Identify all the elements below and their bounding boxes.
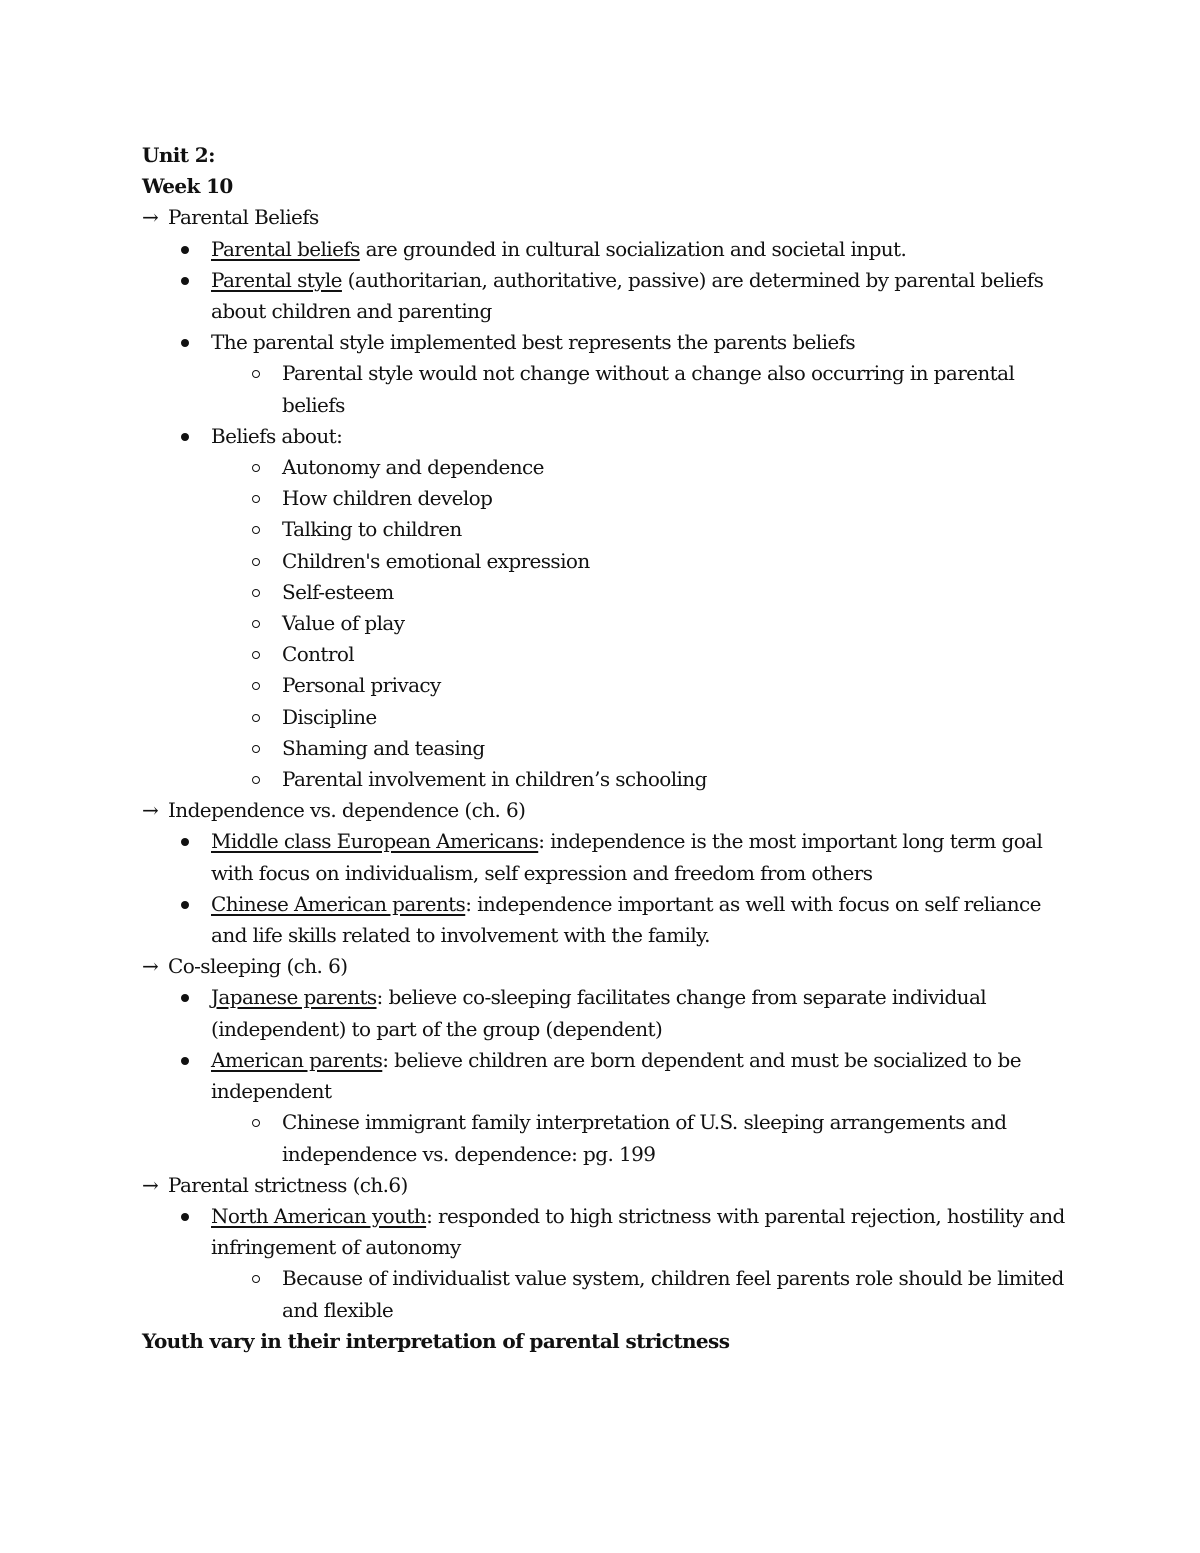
item-text: Children's emotional expression bbox=[282, 548, 590, 573]
list-item bbox=[142, 421, 1082, 452]
term: Parental beliefs bbox=[211, 236, 360, 261]
bullet-dot-icon bbox=[178, 1201, 192, 1232]
list-item bbox=[142, 826, 1082, 888]
sub-list-item bbox=[142, 702, 1082, 733]
list-item bbox=[142, 327, 1082, 358]
section-title: Parental Beliefs bbox=[168, 205, 319, 230]
sub-list-item bbox=[142, 1107, 1082, 1169]
item-text: Self-esteem bbox=[282, 579, 394, 604]
item-text: Chinese immigrant family interpretation of U.S. sleeping arrangements and independence vs. dependence: pg. 199 bbox=[282, 1110, 1007, 1166]
document-page bbox=[142, 140, 1082, 1357]
bullet-ring-icon bbox=[249, 452, 263, 483]
sub-list-item bbox=[142, 483, 1082, 514]
arrow-icon: → bbox=[142, 954, 159, 979]
bullet-ring-icon bbox=[249, 514, 263, 545]
section-title: Co-sleeping (ch. 6) bbox=[168, 954, 348, 979]
item-text: Control bbox=[282, 642, 355, 667]
term: American parents bbox=[211, 1047, 383, 1072]
bullet-ring-icon bbox=[249, 702, 263, 733]
arrow-icon: → bbox=[142, 798, 159, 823]
sub-list-item bbox=[142, 358, 1082, 420]
sub-list-item bbox=[142, 733, 1082, 764]
item-text: : believe co-sleeping facilitates change from separate individual (independent) to part of the group (dependent) bbox=[211, 985, 987, 1041]
bullet-ring-icon bbox=[249, 546, 263, 577]
list-item bbox=[142, 1201, 1082, 1263]
sub-list-item bbox=[142, 670, 1082, 701]
bullet-ring-icon bbox=[249, 358, 263, 389]
bullet-dot-icon bbox=[178, 889, 192, 920]
list-item bbox=[142, 982, 1082, 1044]
sub-list-item bbox=[142, 1263, 1082, 1325]
arrow-icon: → bbox=[142, 205, 159, 230]
sub-list-item bbox=[142, 764, 1082, 795]
bullet-ring-icon bbox=[249, 608, 263, 639]
sub-list-item bbox=[142, 577, 1082, 608]
item-text: How children develop bbox=[282, 486, 493, 511]
item-text: Because of individualist value system, children feel parents role should be limited and flexible bbox=[282, 1266, 1064, 1322]
item-text: Personal privacy bbox=[282, 673, 441, 698]
term: North American youth bbox=[211, 1203, 427, 1228]
item-text: : independence important as well with focus on self reliance and life skills related to involvement with the family. bbox=[211, 891, 1041, 948]
bullet-ring-icon bbox=[249, 1107, 263, 1138]
item-text: Talking to children bbox=[282, 517, 462, 542]
list-item bbox=[142, 889, 1082, 951]
item-text: Shaming and teasing bbox=[282, 735, 485, 760]
item-text: Parental style would not change without a change also occurring in parental beliefs bbox=[282, 361, 1015, 417]
sub-list-item bbox=[142, 514, 1082, 545]
summary-line: Youth vary in their interpretation of parental strictness bbox=[142, 1328, 730, 1353]
bullet-ring-icon bbox=[249, 670, 263, 701]
item-text: Discipline bbox=[282, 704, 377, 729]
bullet-dot-icon bbox=[178, 327, 192, 358]
item-text: are grounded in cultural socialization and societal input. bbox=[359, 236, 907, 261]
section-title: Parental strictness (ch.6) bbox=[168, 1172, 408, 1197]
sub-list-item bbox=[142, 608, 1082, 639]
item-text: : independence is the most important long term goal with focus on individualism, self expression and freedom from others bbox=[211, 829, 1043, 885]
item-text: : responded to high strictness with parental rejection, hostility and infringement of autonomy bbox=[211, 1203, 1065, 1260]
list-item bbox=[142, 1045, 1082, 1107]
week-title: Week 10 bbox=[142, 174, 233, 199]
bullet-ring-icon bbox=[249, 483, 263, 514]
section-heading-parental-beliefs bbox=[142, 202, 1082, 233]
bullet-ring-icon bbox=[249, 639, 263, 670]
term: Middle class European Americans bbox=[211, 829, 539, 854]
sub-list-item bbox=[142, 639, 1082, 670]
item-text: The parental style implemented best represents the parents beliefs bbox=[211, 330, 856, 355]
list-item bbox=[142, 234, 1082, 265]
bullet-dot-icon bbox=[178, 234, 192, 265]
list-item bbox=[142, 265, 1082, 327]
bullet-ring-icon bbox=[249, 764, 263, 795]
term: Parental style bbox=[211, 267, 342, 292]
bullet-dot-icon bbox=[178, 421, 192, 452]
bullet-dot-icon bbox=[178, 826, 192, 857]
item-text: Autonomy and dependence bbox=[282, 455, 544, 480]
sub-list-item bbox=[142, 546, 1082, 577]
bullet-dot-icon bbox=[178, 265, 192, 296]
section-heading-strictness bbox=[142, 1170, 1082, 1201]
unit-title: Unit 2: bbox=[142, 143, 215, 167]
bullet-ring-icon bbox=[249, 577, 263, 608]
bullet-ring-icon bbox=[249, 733, 263, 764]
section-title: Independence vs. dependence (ch. 6) bbox=[168, 798, 526, 823]
section-heading-independence bbox=[142, 795, 1082, 826]
bullet-dot-icon bbox=[178, 982, 192, 1013]
item-text: : believe children are born dependent and must be socialized to be independent bbox=[211, 1047, 1021, 1104]
sub-list-item bbox=[142, 452, 1082, 483]
item-text: Parental involvement in children’s schooling bbox=[282, 767, 707, 792]
item-text: Value of play bbox=[282, 611, 405, 636]
arrow-icon: → bbox=[142, 1172, 159, 1197]
bullet-ring-icon bbox=[249, 1263, 263, 1294]
term: Japanese parents bbox=[211, 985, 377, 1010]
bullet-dot-icon bbox=[178, 1045, 192, 1076]
section-heading-cosleeping bbox=[142, 951, 1082, 982]
item-text: (authoritarian, authoritative, passive) are determined by parental beliefs about children and parenting bbox=[211, 267, 1044, 324]
item-text: Beliefs about: bbox=[211, 423, 343, 448]
term: Chinese American parents bbox=[211, 891, 466, 916]
